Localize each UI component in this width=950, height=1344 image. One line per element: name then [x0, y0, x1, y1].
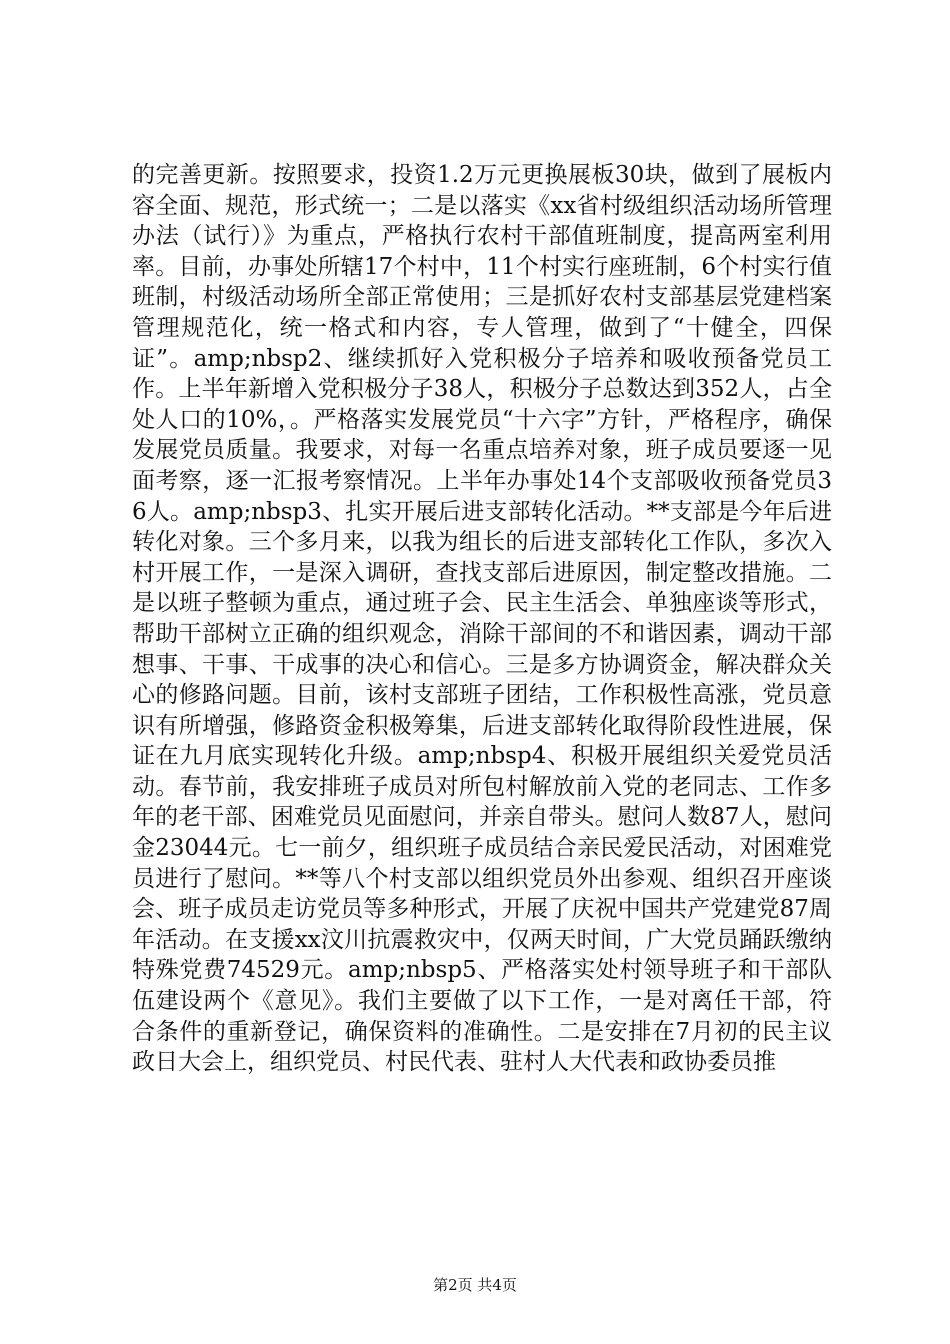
page-footer: 第2页 共4页	[433, 1276, 517, 1294]
body-paragraph: 的完善更新。按照要求，投资1.2万元更换展板30块，做到了展板内容全面、规范，形式统一；二是以落实《xx省村级组织活动场所管理办法（试行）》为重点，严格执行农村干部值班制度，提高两室利用率。目前，办事处所辖17个村中，11个村实行座班制，6个村实行值班制，村级活动场所全部正常使用；三是抓好农村支部基层党建档案管理规范化，统一格式和内容，专人管理，做到了“十健全，四保证”。amp;nbsp2、继续抓好入党积极分子培养和吸收预备党员工作。上半年新增入党积极分子38人，积极分子总数达到352人，占全处人口的10%，。严格落实发展党员“十六字”方针，严格程序，确保发展党员质量。我要求，对每一名重点培养对象，班子成员要逐一见面考察，逐一汇报考察情况。上半年办事处14个支部吸收预备党员36人。amp;nbsp3、扎实开展后进支部转化活动。**支部是今年后进转化对象。三个多月来，以我为组长的后进支部转化工作队，多次入村开展工作，一是深入调研，查找支部后进原因，制定整改措施。二是以班子整顿为重点，通过班子会、民主生活会、单独座谈等形式，帮助干部树立正确的组织观念，消除干部间的不和谐因素，调动干部想事、干事、干成事的决心和信心。三是多方协调资金，解决群众关心的修路问题。目前，该村支部班子团结，工作积极性高涨，党员意识有所增强，修路资金积极筹集，后进支部转化取得阶段性进展，保证在九月底实现转化升级。amp;nbsp4、积极开展组织关爱党员活动。春节前，我安排班子成员对所包村解放前入党的老同志、工作多年的老干部、困难党员见面慰问，并亲自带头。慰问人数87人，慰问金23044元。七一前夕，组织班子成员结合亲民爱民活动，对困难党员进行了慰问。**等八个村支部以组织党员外出参观、组织召开座谈会、班子成员走访党员等多种形式，开展了庆祝中国共产党建党87周年活动。在支援xx汶川抗震救灾中，仅两天时间，广大党员踊跃缴纳特殊党费74529元。amp;nbsp5、严格落实处村领导班子和干部队伍建设两个《意见》。我们主要做了以下工作，一是对离任干部，符合条件的重新登记，确保资料的准确性。二是安排在7月初的民主议政日大会上，组织党员、村民代表、驻村人大代表和政协委员推	[132, 162, 832, 1076]
